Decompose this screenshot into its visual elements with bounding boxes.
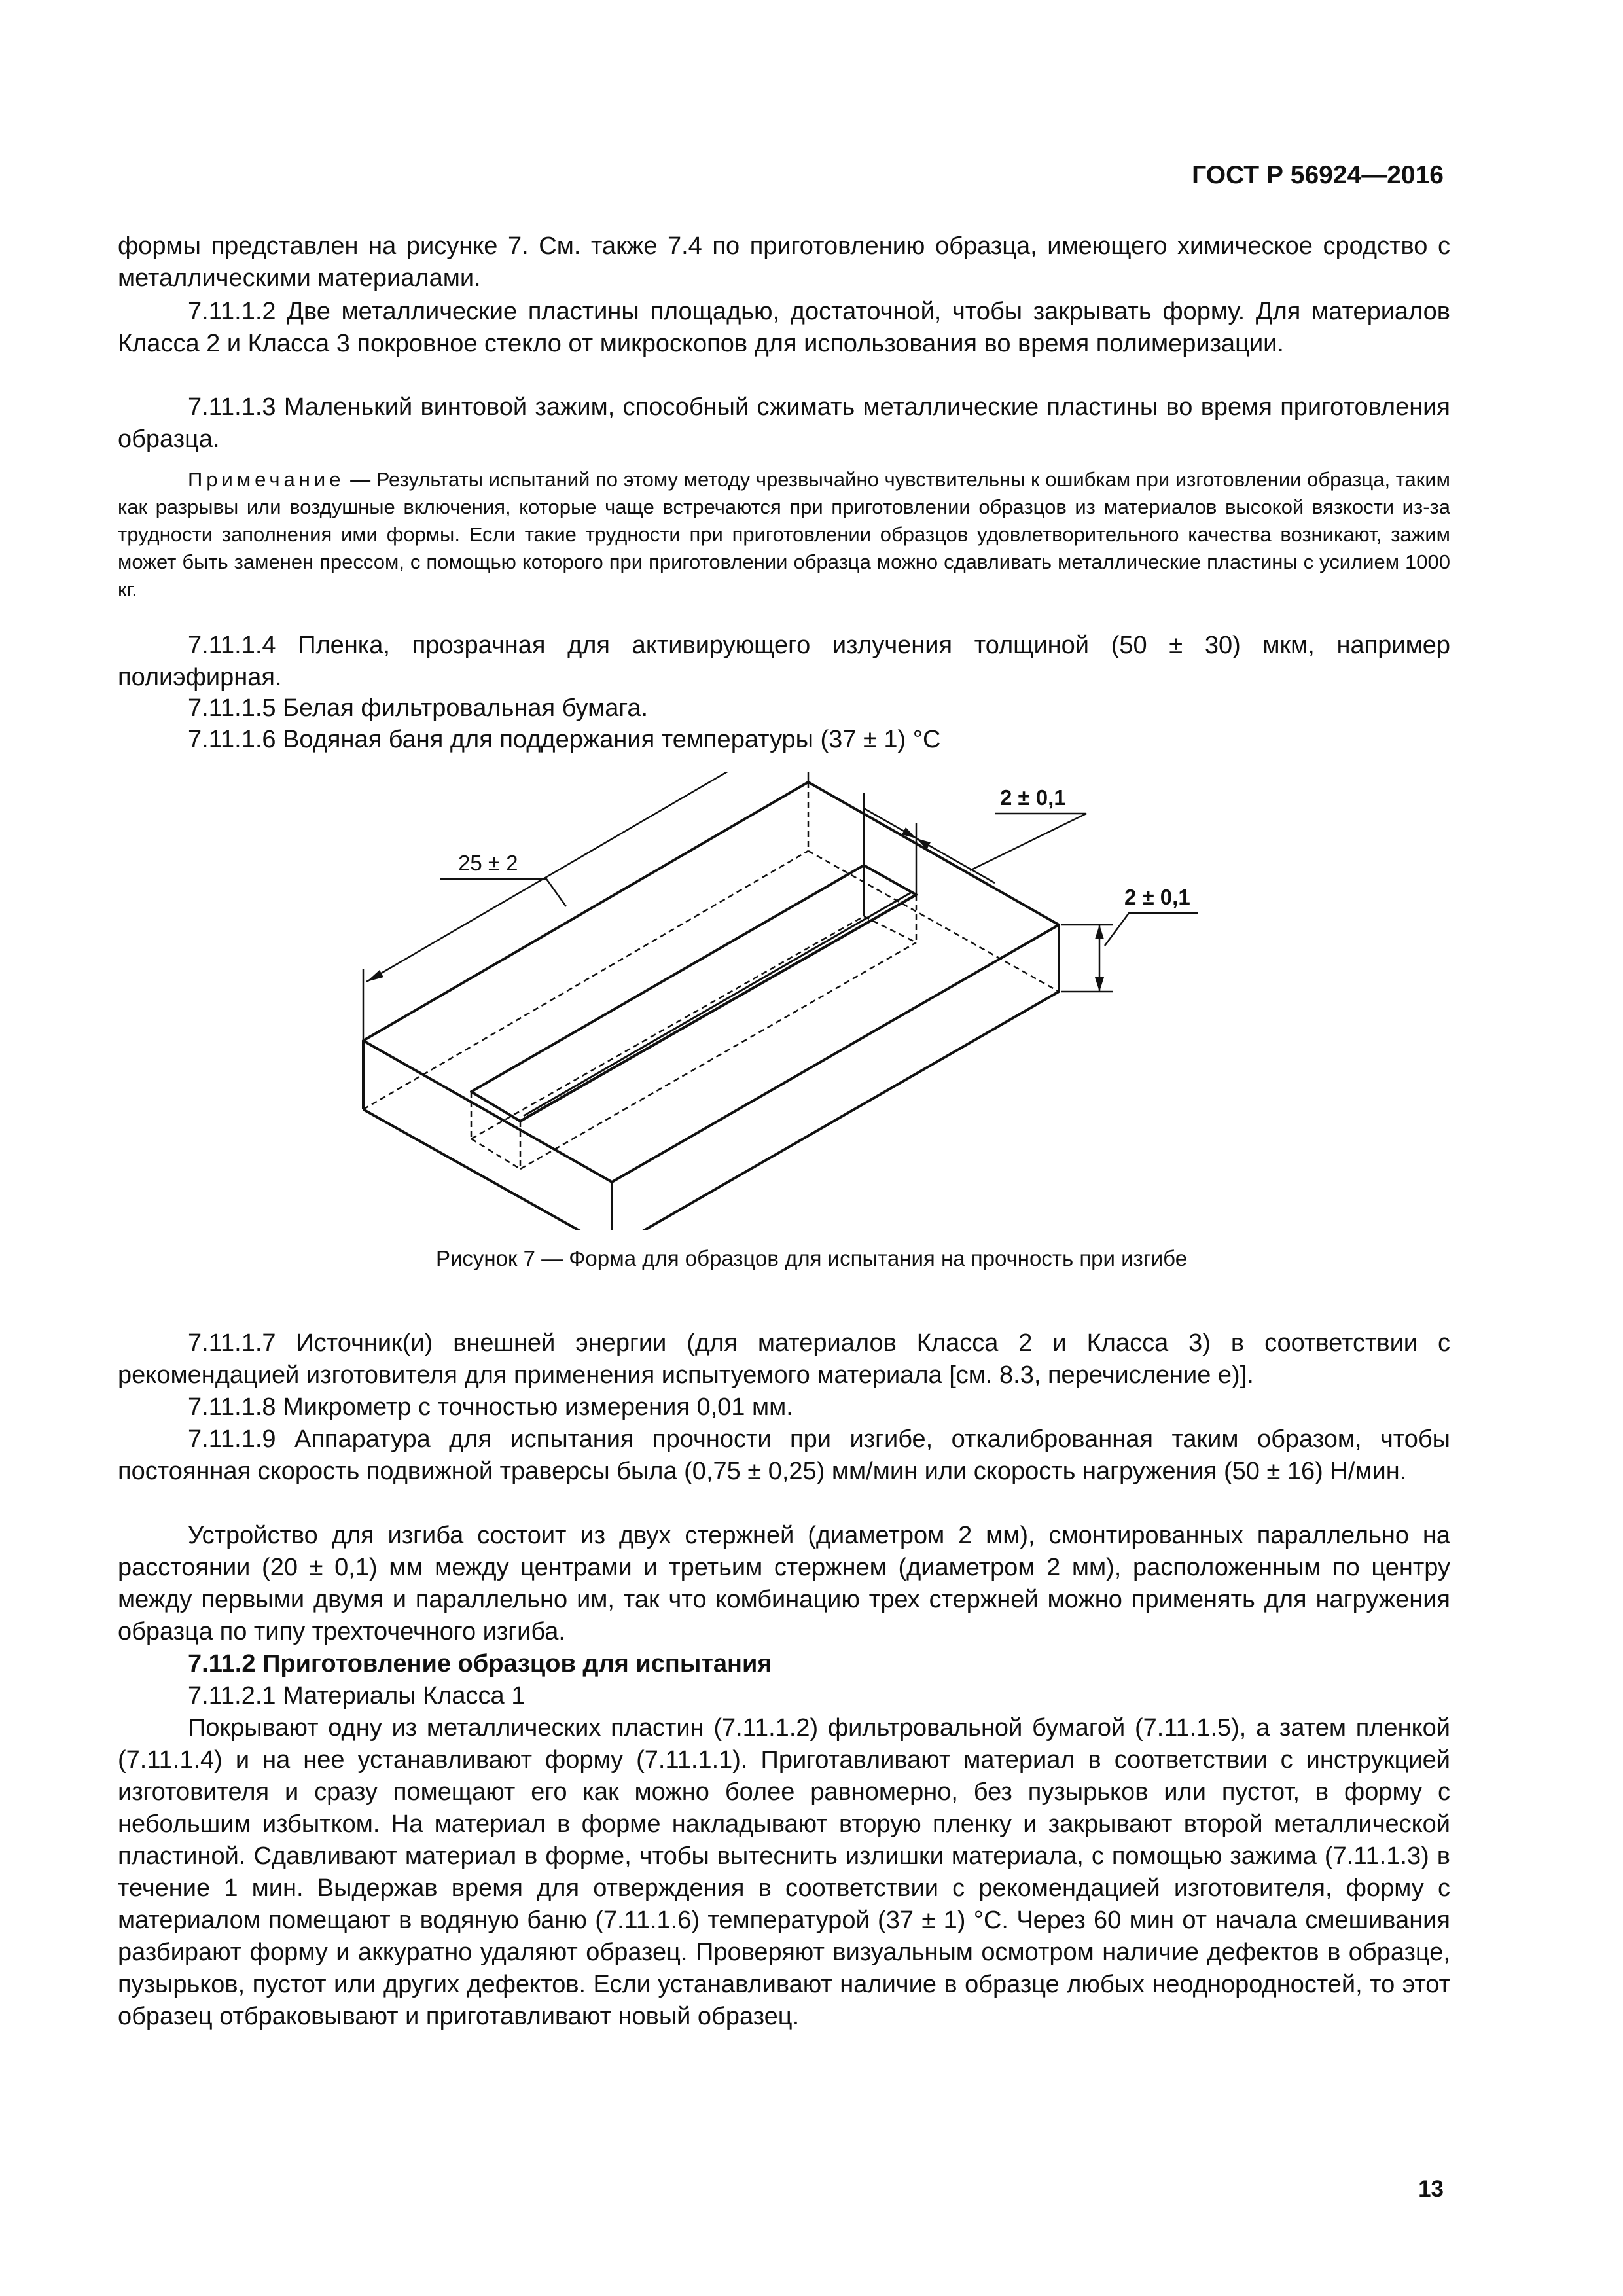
dimension-length-label: 25 ± 2 xyxy=(458,851,518,875)
paragraph: 7.11.1.9 Аппаратура для испытания прочности при изгибе, откалиброванная таким образом, чтобы постоянная скорость подвижной траверсы была (0,75 ± 0,25) мм/мин или скорость нагружения (50 ± 16) Н/мин. xyxy=(118,1426,1450,1485)
figure-caption: Рисунок 7 — Форма для образцов для испытания на прочность при изгибе xyxy=(435,1246,1188,1270)
note xyxy=(118,466,1450,603)
mold-top-face xyxy=(363,782,1059,1182)
paragraph: 7.11.1.2 Две металлические пластины площадью, достаточной, чтобы закрывать форму. Для материалов Класса 2 и Класса 3 покровное стекло от микроскопов для использования во время полимеризации. xyxy=(118,298,1450,357)
section-heading: 7.11.2 Приготовление образцов для испытания xyxy=(188,1650,772,1677)
mold-slot xyxy=(471,865,916,1121)
paragraph: 7.11.1.7 Источник(и) внешней энергии (для материалов Класса 2 и Класса 3) в соответствии с рекомендацией изготовителя для применения испытуемого материала [см. 8.3, перечисление е)]. xyxy=(118,1329,1450,1389)
paragraph: Устройство для изгиба состоит из двух стержней (диаметром 2 мм), смонтированных параллельно на расстоянии (20 ± 0,1) мм между центрами и третьим стержнем (диаметром 2 мм), расположенным по центру между первыми двумя и параллельно им, так что комбинацию трех стержней можно применять для нагружения образца по типу трехточечного изгиба. xyxy=(118,1522,1450,1645)
paragraph: 7.11.1.6 Водяная баня для поддержания температуры (37 ± 1) °С xyxy=(188,726,941,753)
dimension-height-label: 2 ± 0,1 xyxy=(1124,885,1190,909)
mold-figure xyxy=(0,772,1623,1230)
paragraph: 7.11.1.8 Микрометр с точностью измерения 0,01 мм. xyxy=(188,1393,793,1421)
paragraph: 7.11.2.1 Материалы Класса 1 xyxy=(188,1682,526,1710)
paragraph: 7.11.1.4 Пленка, прозрачная для активирующего излучения толщиной (50 ± 30) мкм, например полиэфирная. xyxy=(118,632,1450,691)
page-number: 13 xyxy=(1418,2176,1444,2202)
paragraph: 7.11.1.5 Белая фильтровальная бумага. xyxy=(188,694,649,722)
note-text: — Результаты испытаний по этому методу чрезвычайно чувствительны к ошибкам при изготовлении образца, таким как разрывы или воздушные включения, которые чаще встречаются при приготовлении образцов из материалов высокой вязкости из-за трудности заполнения ими формы. Если такие трудности при приготовлении образцов удовлетворительного качества возникают, зажим может быть заменен прессом, с помощью которого при приготовлении образца можно сдавливать металлические пластины с усилием 1000 кг. xyxy=(118,468,1450,601)
paragraph: Покрывают одну из металлических пластин (7.11.1.2) фильтровальной бумагой (7.11.1.5), а затем пленкой (7.11.1.4) и на нее устанавливают форму (7.11.1.1). Приготавливают материал в соответствии с инструкцией изготовителя и сразу помещают его как можно более равномерно, без пузырьков или пустот, в форму с небольшим избытком. На материал в форме накладывают вторую пленку и закрывают второй металлической пластиной. Сдавливают материал в форме, чтобы вытеснить излишки материала, с помощью зажима (7.11.1.3) в течение 1 мин. Выдержав время для отверждения в соответствии с рекомендацией изготовителя, форму с материалом помещают в водяную баню (7.11.1.6) температурой (37 ± 1) °С. Через 60 мин от начала смешивания разбирают форму и аккуратно удаляют образец. Проверяют визуальным осмотром наличие дефектов в образце, пузырьков, пустот или других дефектов. Если устанавливают наличие в образце любых неоднородностей, то этот образец отбраковывают и приготавливают новый образец. xyxy=(118,1714,1450,2030)
paragraph: формы представлен на рисунке 7. См. также 7.4 по приготовлению образца, имеющего химическое сродство с металлическими материалами. xyxy=(118,232,1450,292)
paragraph: 7.11.1.3 Маленький винтовой зажим, способный сжимать металлические пластины во время приготовления образца. xyxy=(118,393,1450,453)
note-label: Примечание xyxy=(188,468,345,491)
dimension-width-label: 2 ± 0,1 xyxy=(1000,785,1066,810)
document-header: ГОСТ Р 56924—2016 xyxy=(1192,161,1444,189)
